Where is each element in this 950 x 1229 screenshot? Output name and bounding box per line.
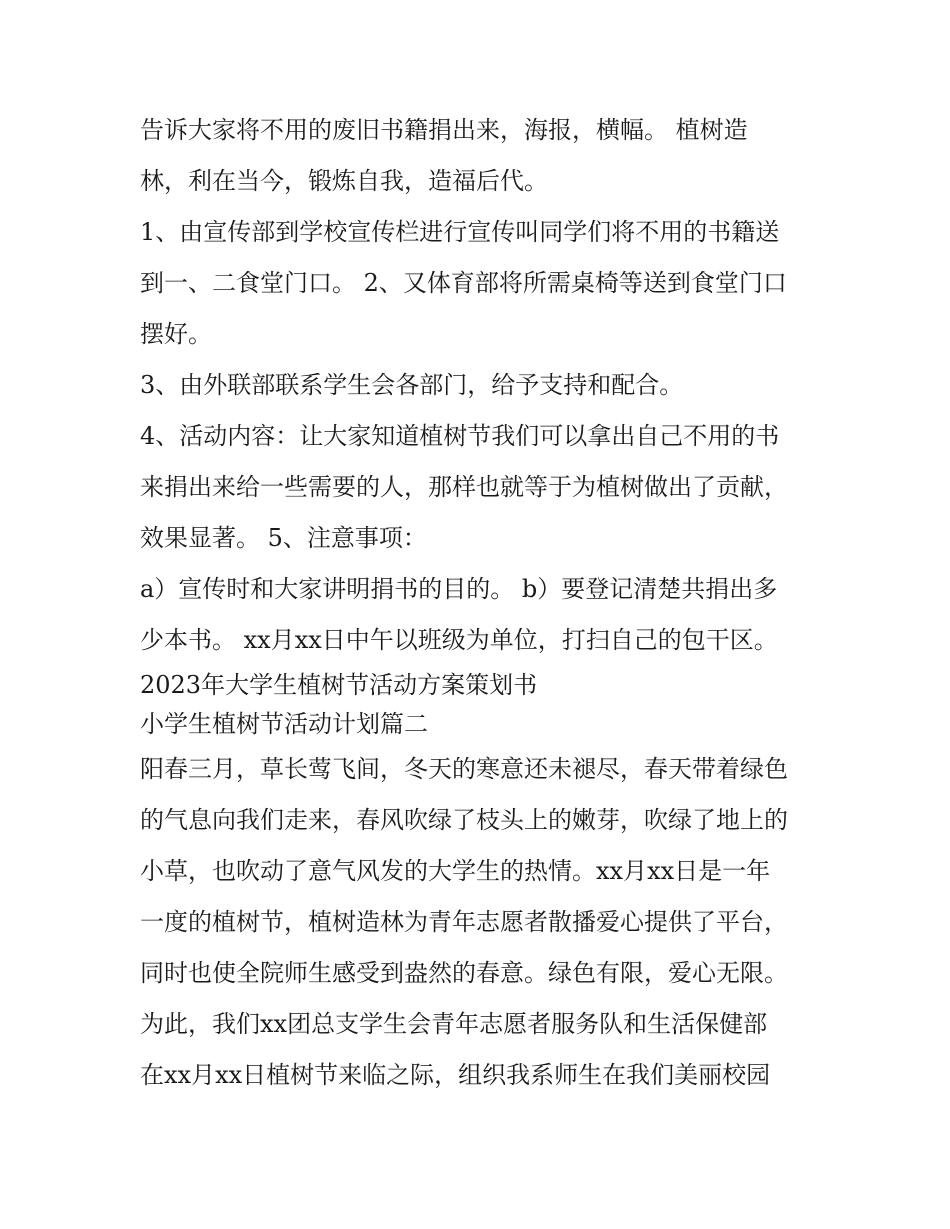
text-line: 来捐出来给一些需要的人，那样也就等于为植树做出了贡献， <box>140 473 788 501</box>
text-line: 4、活动内容：让大家知道植树节我们可以拿出自己不用的书 <box>140 422 780 450</box>
document-body <box>140 105 830 1101</box>
text-line: 告诉大家将不用的废旧书籍捐出来，海报，横幅。 植树造 <box>140 116 748 144</box>
text-line: 一度的植树节，植树造林为青年志愿者散播爱心提供了平台， <box>140 908 788 936</box>
text-line: 在xx月xx日植树节来临之际，组织我系师生在我们美丽校园 <box>140 1061 771 1089</box>
text-line: a）宣传时和大家讲明捐书的目的。 b）要登记清楚共捐出多 <box>140 575 778 603</box>
text-line: 阳春三月，草长莺飞间，冬天的寒意还未褪尽，春天带着绿色 <box>140 755 788 783</box>
section-heading: 小学生植树节活动计划篇二 <box>140 710 428 738</box>
text-line: 到一、二食堂门口。 2、又体育部将所需桌椅等送到食堂门口 <box>140 269 787 297</box>
text-line: 小草，也吹动了意气风发的大学生的热情。xx月xx日是一年 <box>140 857 771 885</box>
text-line: 少本书。 xx月xx日中午以班级为单位，打扫自己的包干区。 <box>140 626 778 654</box>
text-line: 林，利在当今，锻炼自我，造福后代。 <box>140 167 548 195</box>
text-line: 摆好。 <box>140 320 212 348</box>
text-line: 1、由宣传部到学校宣传栏进行宣传叫同学们将不用的书籍送 <box>140 218 780 246</box>
text-line: 为此，我们xx团总支学生会青年志愿者服务队和生活保健部 <box>140 1010 768 1038</box>
text-line: 效果显著。 5、注意事项： <box>140 524 427 552</box>
text-line: 3、由外联部联系学生会各部门，给予支持和配合。 <box>140 371 684 399</box>
text-line: 同时也使全院师生感受到盎然的春意。绿色有限，爱心无限。 <box>140 959 788 987</box>
text-line: 的气息向我们走来，春风吹绿了枝头上的嫩芽，吹绿了地上的 <box>140 806 788 834</box>
section-title: 2023年大学生植树节活动方案策划书 <box>140 671 538 699</box>
